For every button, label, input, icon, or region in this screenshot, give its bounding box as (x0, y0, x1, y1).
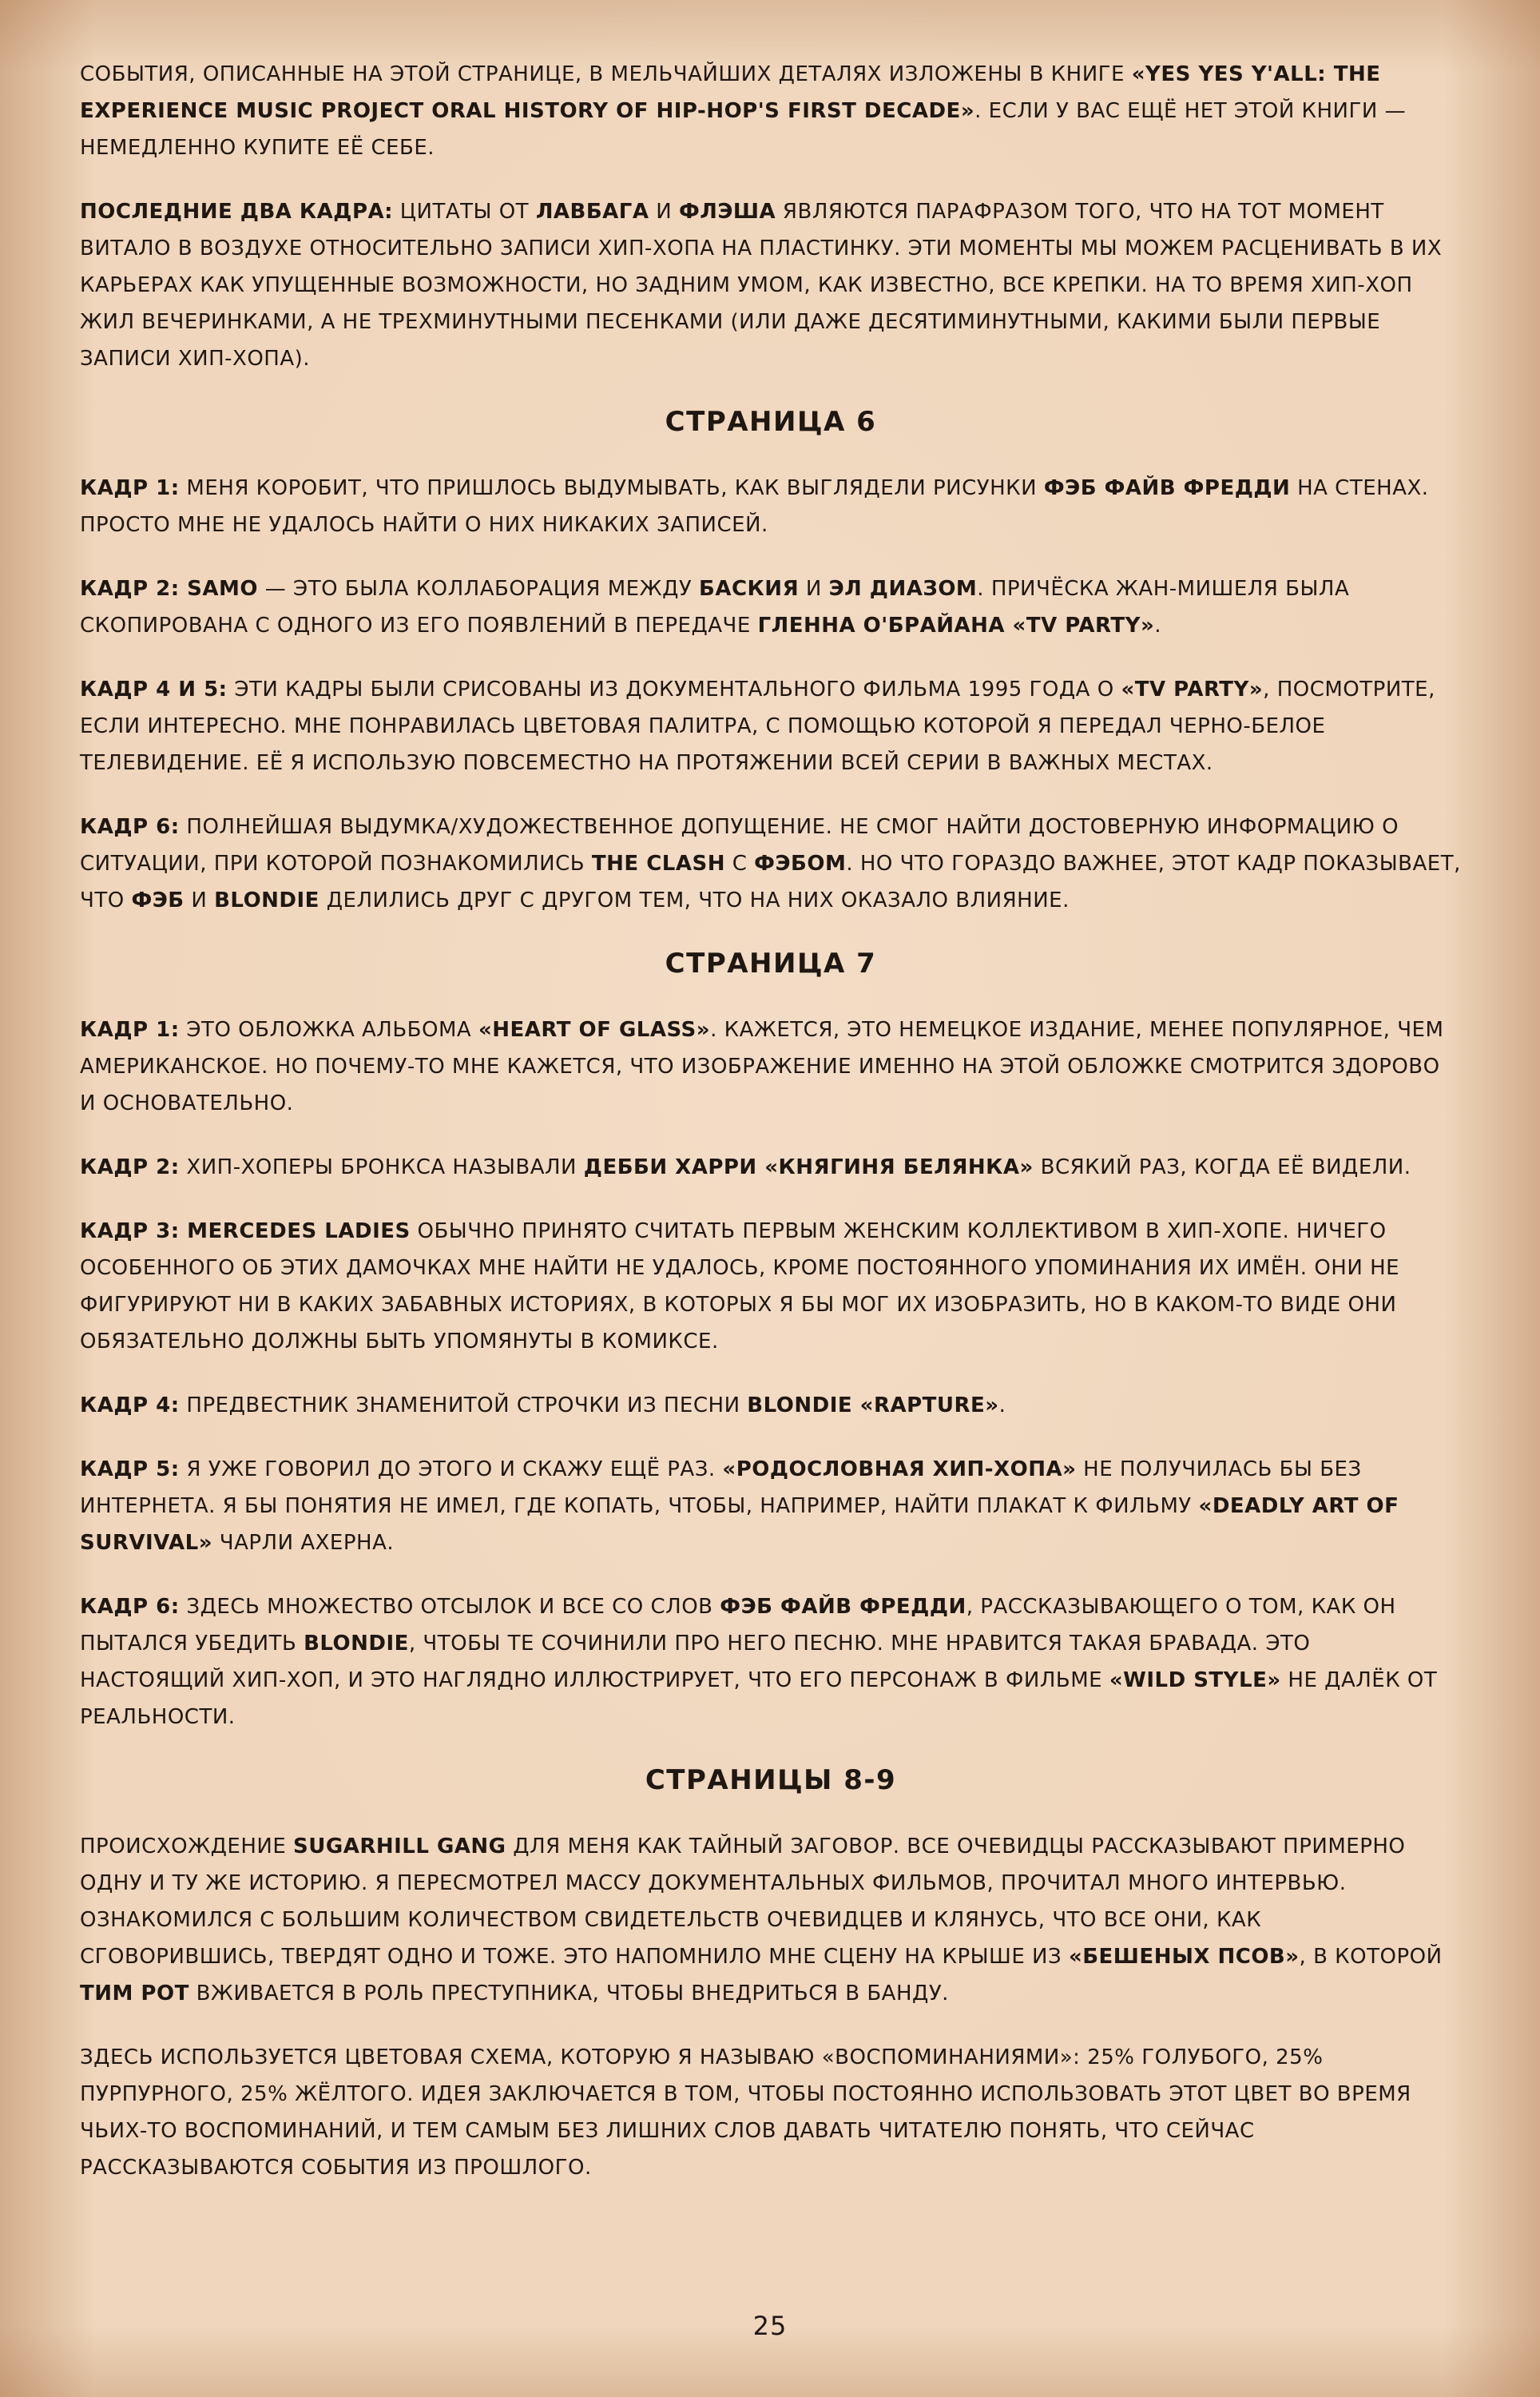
text: — ЭТО БЫЛА КОЛЛАБОРАЦИЯ МЕЖДУ (258, 577, 700, 601)
text: ВЖИВАЕТСЯ В РОЛЬ ПРЕСТУПНИКА, ЧТОБЫ ВНЕДРИТЬСЯ В БАНДУ. (189, 1982, 949, 2005)
text: ЭТИ КАДРЫ БЫЛИ СРИСОВАНЫ ИЗ ДОКУМЕНТАЛЬНОГО ФИЛЬМА 1995 ГОДА О (227, 678, 1121, 702)
page6-frame-2 (80, 570, 1462, 644)
text: ЧАРЛИ АХЕРНА. (212, 1531, 395, 1555)
text: И (184, 888, 215, 912)
text: ЗДЕСЬ МНОЖЕСТВО ОТСЫЛОК И ВСЕ СО СЛОВ (179, 1595, 720, 1619)
text: ПРОИСХОЖДЕНИЕ (80, 1835, 294, 1858)
name: «HEART OF GLASS» (478, 1018, 711, 1042)
page7-frame-6 (80, 1588, 1462, 1735)
text: С (724, 852, 755, 876)
paragraph-label: ПОСЛЕДНИЕ ДВА КАДРА: (80, 200, 394, 224)
name: БАСКИЯ (699, 577, 800, 601)
name: BLONDIE «RAPTURE» (747, 1393, 999, 1417)
section-heading-pages-8-9: СТРАНИЦЫ 8-9 (645, 1764, 897, 1796)
name: «БЕШЕНЫХ ПСОВ» (1068, 1945, 1300, 1969)
name-lovebug: ЛАВБАГА (535, 200, 649, 224)
frame-label: КАДР 5: (80, 1457, 180, 1481)
frame-label: КАДР 1: (80, 1018, 180, 1042)
pages89-paragraph-1 (80, 1828, 1462, 2012)
text: ЯВЛЯЮТСЯ ПАРАФРАЗОМ ТОГО, ЧТО НА ТОТ МОМЕНТ ВИТАЛО В ВОЗДУХЕ ОТНОСИТЕЛЬНО ЗАПИСИ ХИП-ХОПА НА ПЛАСТИНКУ. ЭТИ МОМЕНТЫ МЫ МОЖЕМ РАСЦЕНИВАТЬ В ИХ КАРЬЕРАХ КАК УПУЩЕННЫЕ ВОЗМОЖНОСТИ, НО ЗАДНИМ УМОМ, КАК ИЗВЕСТНО, ВСЕ КРЕПКИ. НА ТО ВРЕМЯ ХИП-ХОП ЖИЛ ВЕЧЕРИНКАМИ, А НЕ ТРЕХМИНУТНЫМИ ПЕСЕНКАМИ (ИЛИ ДАЖЕ ДЕСЯТИМИНУТНЫМИ, КАКИМИ БЫЛИ ПЕРВЫЕ ЗАПИСИ ХИП-ХОПА). (80, 200, 1443, 371)
text: , ПОСМОТРИТЕ, ЕСЛИ ИНТЕРЕСНО. МНЕ ПОНРАВИЛАСЬ ЦВЕТОВАЯ ПАЛИТРА, С ПОМОЩЬЮ КОТОРОЙ Я ПЕРЕДАЛ ЧЕРНО-БЕЛОЕ ТЕЛЕВИДЕНИЕ. ЕЁ Я ИСПОЛЬЗУЮ ПОВСЕМЕСТНО НА ПРОТЯЖЕНИИ ВСЕЙ СЕРИИ В ВАЖНЫХ МЕСТАХ. (80, 678, 1435, 775)
name: THE CLASH (591, 852, 725, 876)
text: , ЧТОБЫ ТЕ СОЧИНИЛИ ПРО НЕГО ПЕСНЮ. МНЕ НРАВИТСЯ ТАКАЯ БРАВАДА. ЭТО НАСТОЯЩИЙ ХИП-ХОП, И ЭТО НАГЛЯДНО ИЛЛЮСТРИРУЕТ, ЧТО ЕГО ПЕРСОНАЖ В ФИЛЬМЕ (80, 1632, 1311, 1692)
pages89-paragraph-2: ЗДЕСЬ ИСПОЛЬЗУЕТСЯ ЦВЕТОВАЯ СХЕМА, КОТОРУЮ Я НАЗЫВАЮ «ВОСПОМИНАНИЯМИ»: 25% ГОЛУБОГО, 25% ПУРПУРНОГО, 25% ЖЁЛТОГО. ИДЕЯ ЗАКЛЮЧАЕТСЯ В ТОМ, ЧТОБЫ ПОСТОЯННО ИСПОЛЬЗОВАТЬ ЭТОТ ЦВЕТ ВО ВРЕМЯ ЧЬИХ-ТО ВОСПОМИНАНИЙ, И ТЕМ САМЫМ БЕЗ ЛИШНИХ СЛОВ ДАВАТЬ ЧИТАТЕЛЮ ПОНЯТЬ, ЧТО СЕЙЧАС РАССКАЗЫВАЮТСЯ СОБЫТИЯ ИЗ ПРОШЛОГО. (80, 2045, 1411, 2180)
text: . (998, 1393, 1006, 1417)
text: НЕ ДАЛЁК ОТ РЕАЛЬНОСТИ. (80, 1668, 1438, 1729)
section-heading-page-6: СТРАНИЦА 6 (665, 406, 877, 438)
name: ДЕББИ ХАРРИ «КНЯГИНЯ БЕЛЯНКА» (583, 1155, 1034, 1179)
section-heading-page-7: СТРАНИЦА 7 (665, 948, 877, 980)
page7-frame-5 (80, 1451, 1462, 1561)
intro-paragraph-1 (80, 56, 1462, 166)
page7-frame-3 (80, 1213, 1462, 1360)
name: ГЛЕННА О'БРАЙАНА «TV PARTY» (757, 614, 1155, 638)
name: ТИМ РОТ (80, 1982, 189, 2005)
text: . (1154, 614, 1162, 638)
text: НА СТЕНАХ. ПРОСТО МНЕ НЕ УДАЛОСЬ НАЙТИ О НИХ НИКАКИХ ЗАПИСЕЙ. (80, 476, 1429, 537)
page6-frame-1 (80, 470, 1462, 543)
text: , В КОТОРОЙ (1299, 1945, 1443, 1969)
text: ДЕЛИЛИСЬ ДРУГ С ДРУГОМ ТЕМ, ЧТО НА НИХ ОКАЗАЛО ВЛИЯНИЕ. (319, 888, 1070, 912)
text: И (799, 577, 829, 601)
book-title: «YES YES Y'ALL: THE EXPERIENCE MUSIC PROJECT ORAL HISTORY OF HIP-HOP'S FIRST DECADE» (80, 62, 1381, 123)
page7-frame-2 (80, 1149, 1462, 1186)
name: BLONDIE (304, 1632, 409, 1656)
name: «WILD STYLE» (1109, 1668, 1281, 1692)
name: ФЭБ ФАЙВ ФРЕДДИ (1043, 476, 1291, 500)
text: ОБЫЧНО ПРИНЯТО СЧИТАТЬ ПЕРВЫМ ЖЕНСКИМ КОЛЛЕКТИВОМ В ХИП-ХОПЕ. НИЧЕГО ОСОБЕННОГО ОБ ЭТИХ ДАМОЧКАХ МНЕ НАЙТИ НЕ УДАЛОСЬ, КРОМЕ ПОСТОЯННОГО УПОМИНАНИЯ ИХ ИМЁН. ОНИ НЕ ФИГУРИРУЮТ НИ В КАКИХ ЗАБАВНЫХ ИСТОРИЯХ, В КОТОРЫХ Я БЫ МОГ ИХ ИЗОБРАЗИТЬ, НО В КАКОМ-ТО ВИДЕ ОНИ ОБЯЗАТЕЛЬНО ДОЛЖНЫ БЫТЬ УПОМЯНУТЫ В КОМИКСЕ. (80, 1219, 1400, 1354)
text: НЕ ПОЛУЧИЛАСЬ БЫ БЕЗ ИНТЕРНЕТА. Я БЫ ПОНЯТИЯ НЕ ИМЕЛ, ГДЕ КОПАТЬ, ЧТОБЫ, НАПРИМЕР, НАЙТИ ПЛАКАТ К ФИЛЬМУ (80, 1457, 1362, 1518)
frame-label: КАДР 4: (80, 1393, 180, 1417)
page7-frame-4 (80, 1387, 1462, 1424)
text: ХИП-ХОПЕРЫ БРОНКСА НАЗЫВАЛИ (179, 1155, 584, 1179)
name: «TV PARTY» (1121, 678, 1264, 702)
name: ФЭБОМ (754, 852, 847, 876)
frame-label: КАДР 4 И 5: (80, 678, 228, 702)
page7-frame-1 (80, 1012, 1462, 1122)
text: Я УЖЕ ГОВОРИЛ ДО ЭТОГО И СКАЖУ ЕЩЁ РАЗ. (179, 1457, 723, 1481)
frame-label: КАДР 3: MERCEDES LADIES (80, 1219, 411, 1243)
text: . ЕСЛИ У ВАС ЕЩЁ НЕТ ЭТОЙ КНИГИ — НЕМЕДЛЕННО КУПИТЕ ЕЁ СЕБЕ. (80, 99, 1407, 160)
name: BLONDIE (214, 888, 320, 912)
text: . НО ЧТО ГОРАЗДО ВАЖНЕЕ, ЭТОТ КАДР ПОКАЗЫВАЕТ, ЧТО (80, 852, 1461, 912)
text: , РАССКАЗЫВАЮЩЕГО О ТОМ, КАК ОН ПЫТАЛСЯ УБЕДИТЬ (80, 1595, 1396, 1656)
name: SUGARHILL GANG (293, 1835, 506, 1858)
frame-label: КАДР 6: (80, 1595, 180, 1619)
text: ВСЯКИЙ РАЗ, КОГДА ЕЁ ВИДЕЛИ. (1033, 1155, 1411, 1179)
name: ЭЛ ДИАЗОМ (828, 577, 978, 601)
text: ЭТО ОБЛОЖКА АЛЬБОМА (179, 1018, 478, 1042)
text: ЦИТАТЫ ОТ (393, 200, 536, 224)
text: . КАЖЕТСЯ, ЭТО НЕМЕЦКОЕ ИЗДАНИЕ, МЕНЕЕ ПОПУЛЯРНОЕ, ЧЕМ АМЕРИКАНСКОЕ. НО ПОЧЕМУ-ТО МНЕ КАЖЕТСЯ, ЧТО ИЗОБРАЖЕНИЕ ИМЕННО НА ЭТОЙ ОБЛОЖКЕ СМОТРИТСЯ ЗДОРОВО И ОСНОВАТЕЛЬНО. (80, 1018, 1444, 1115)
frame-label: КАДР 2: SAMO (80, 577, 259, 601)
page6-frame-4-5 (80, 671, 1462, 781)
text: МЕНЯ КОРОБИТ, ЧТО ПРИШЛОСЬ ВЫДУМЫВАТЬ, КАК ВЫГЛЯДЕЛИ РИСУНКИ (179, 476, 1044, 500)
name: «DEADLY ART OF SURVIVAL» (80, 1494, 1399, 1555)
text: И (649, 200, 679, 224)
text: . ПРИЧЁСКА ЖАН-МИШЕЛЯ БЫЛА СКОПИРОВАНА С ОДНОГО ИЗ ЕГО ПОЯВЛЕНИЙ В ПЕРЕДАЧЕ (80, 577, 1350, 638)
name: ФЭБ (131, 888, 185, 912)
text: ДЛЯ МЕНЯ КАК ТАЙНЫЙ ЗАГОВОР. ВСЕ ОЧЕВИДЦЫ РАССКАЗЫВАЮТ ПРИМЕРНО ОДНУ И ТУ ЖЕ ИСТОРИЮ. Я ПЕРЕСМОТРЕЛ МАССУ ДОКУМЕНТАЛЬНЫХ ФИЛЬМОВ, ПРОЧИТАЛ МНОГО ИНТЕРВЬЮ. ОЗНАКОМИЛСЯ С БОЛЬШИМ КОЛИЧЕСТВОМ СВИДЕТЕЛЬСТВ ОЧЕВИДЦЕВ И КЛЯНУСЬ, ЧТО ВСЕ ОНИ, КАК СГОВОРИВШИСЬ, ТВЕРДЯТ ОДНО И ТОЖЕ. ЭТО НАПОМНИЛО МНЕ СЦЕНУ НА КРЫШЕ ИЗ (80, 1835, 1406, 1969)
page-number: 25 (752, 2311, 788, 2341)
text: ПОЛНЕЙШАЯ ВЫДУМКА/ХУДОЖЕСТВЕННОЕ ДОПУЩЕНИЕ. НЕ СМОГ НАЙТИ ДОСТОВЕРНУЮ ИНФОРМАЦИЮ О СИТУАЦИИ, ПРИ КОТОРОЙ ПОЗНАКОМИЛИСЬ (80, 815, 1399, 876)
name: ФЭБ ФАЙВ ФРЕДДИ (720, 1595, 966, 1619)
text: ПРЕДВЕСТНИК ЗНАМЕНИТОЙ СТРОЧКИ ИЗ ПЕСНИ (179, 1393, 748, 1417)
frame-label: КАДР 6: (80, 815, 180, 839)
frame-label: КАДР 1: (80, 476, 180, 500)
name: «РОДОСЛОВНАЯ ХИП-ХОПА» (722, 1457, 1077, 1481)
frame-label: КАДР 2: (80, 1155, 180, 1179)
intro-paragraph-2 (80, 193, 1462, 377)
page6-frame-6 (80, 809, 1462, 919)
name-flash: ФЛЭША (678, 200, 776, 224)
page-text (80, 56, 1462, 2213)
text: СОБЫТИЯ, ОПИСАННЫЕ НА ЭТОЙ СТРАНИЦЕ, В МЕЛЬЧАЙШИХ ДЕТАЛЯХ ИЗЛОЖЕНЫ В КНИГЕ (80, 62, 1132, 86)
